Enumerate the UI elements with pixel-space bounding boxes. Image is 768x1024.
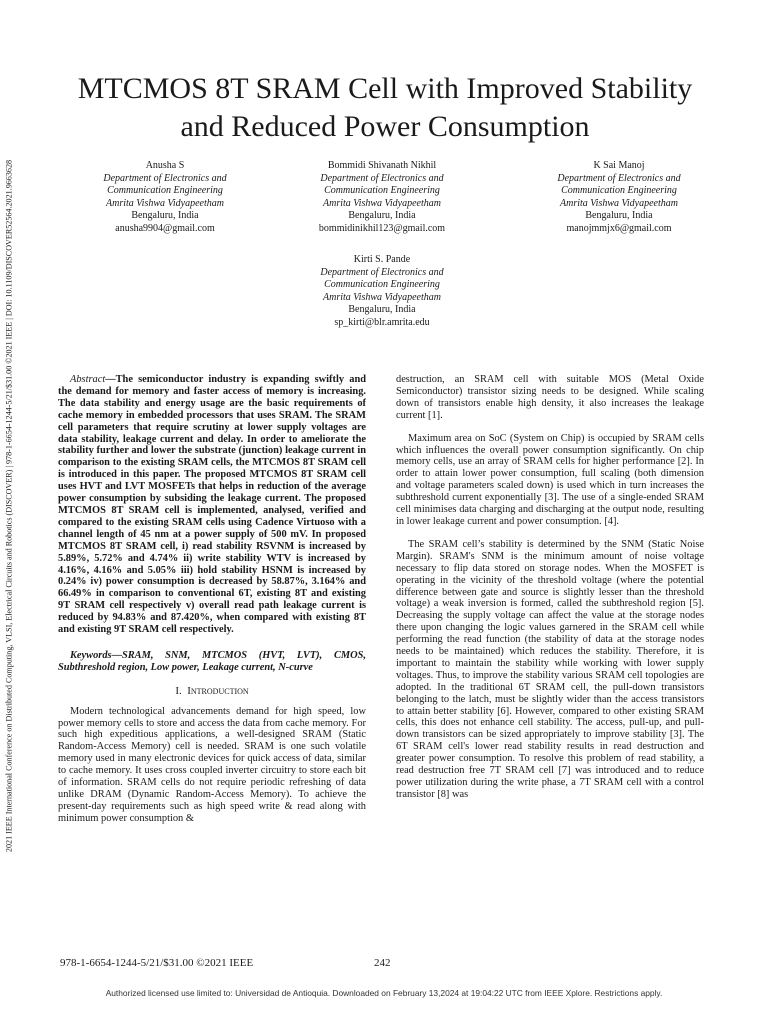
intro-paragraph: Modern technological advancements demand for high speed, low power memory cells to store and access the data from cache memory. For such high expeditious applications, a well-designed SRAM (Static Random-Access Memory) cell is needed. SRAM is one such volatile memory used in many electronic devices for quick access of data, similar to cache memory. It uses cross coupled inverter circuitry to store each bit of information. SRAM cells do not require periodic refreshing of data unlike DRAM (Dynamic Random-Access Memory). To achieve the present-day requirements such as high speed write & read along with minimum power consumption & bbox=[58, 705, 366, 824]
author-email: anusha9904@gmail.com bbox=[115, 222, 215, 234]
section-title: Introduction bbox=[187, 684, 249, 697]
author-name: Bommidi Shivanath Nikhil bbox=[327, 160, 437, 171]
body-paragraph: Maximum area on SoC (System on Chip) is occupied by SRAM cells which influences the overall power consumption significantly. On chip memory cells, use an array of SRAM cells for higher performance [2]. In order to attain lower power consumption, full scaling (both dimension and voltage parameters scaled down) is used which in turn increases the subthreshold current exponentially [3]. The use of a single-ended SRAM cell minimises data charging and discharging at the output node, resulting in lower leakage current and power consumption. [4]. bbox=[396, 432, 704, 527]
author-city: Bengaluru, India bbox=[348, 304, 416, 316]
body-paragraph: The SRAM cell’s stability is determined by the SNM (Static Noise Margin). SRAM's SNM is the minimum amount of noise voltage necessary to flip data stored on storage nodes. When the MOSFET is operating in the vicinity of the threshold voltage (where the potential difference between gate and source is slightly lesser than the threshold voltage) a weak inversion is formed, called the subthreshold region [5]. Decreasing the supply voltage can affect the value at the storage nodes there upon changing the logic values garnered in the SRAM cell while performing the read function (the stability of data at the storage nodes needs to be maintained) which reduces the stability. Therefore, it is important to maintain the stability while working with lower supply voltages. Thus, to improve the stability various SRAM cell topologies are adopted. In the traditional 6T SRAM cell, the pull-down transistors belonging to the latch, must be slightly wider than the access transistors to attain better stability [6]. However, compared to other existing SRAM cells, this does not enhance cell stability. The access, pull-up, and pull-down transistors can be sized appropriately to improve stability [3]. The 6T SRAM cell's lower read stability results in read destruction and greater power consumption. To resolve this problem of read stability, a read destruction free 7T SRAM cell [7] was introduced and to reduce power utilization during the write phase, a 7T SRAM cell with a control transistor [8] was bbox=[396, 538, 704, 800]
author-block-3 bbox=[509, 160, 729, 236]
title-line-1: MTCMOS 8T SRAM Cell with Improved Stability bbox=[77, 72, 693, 105]
side-citation bbox=[2, 64, 16, 948]
side-citation-text: 2021 IEEE International Conference on Distributed Computing, VLSI, Electrical Circuits and Robotics (DISCOVER) | 978-1-6654-1244-5/21/$31.00 ©2021 IEEE | DOI: 10.1109/DISCOVER52564.2021.9663628 bbox=[4, 159, 14, 853]
author-block-4 bbox=[272, 254, 492, 330]
author-dept: Communication Engineering bbox=[107, 185, 223, 197]
right-column bbox=[396, 374, 704, 801]
author-name: Kirti S. Pande bbox=[353, 254, 411, 265]
author-city: Bengaluru, India bbox=[585, 210, 653, 222]
author-dept: Department of Electronics and bbox=[557, 172, 681, 184]
author-dept: Department of Electronics and bbox=[103, 172, 227, 184]
author-institution: Amrita Vishwa Vidyapeetham bbox=[106, 197, 224, 209]
author-institution: Amrita Vishwa Vidyapeetham bbox=[323, 197, 441, 209]
page-number: 242 bbox=[374, 957, 391, 969]
abstract-label: Abstract bbox=[70, 374, 106, 385]
footer-copyright: 978-1-6654-1244-5/21/$31.00 ©2021 IEEE bbox=[60, 957, 254, 969]
author-dept: Department of Electronics and bbox=[320, 172, 444, 184]
author-city: Bengaluru, India bbox=[131, 210, 199, 222]
left-column bbox=[58, 374, 366, 825]
author-dept: Communication Engineering bbox=[324, 185, 440, 197]
abstract bbox=[58, 374, 366, 636]
author-block-1 bbox=[55, 160, 275, 236]
author-dept: Communication Engineering bbox=[324, 279, 440, 291]
author-email: manojmmjx6@gmail.com bbox=[566, 222, 672, 234]
author-dept: Communication Engineering bbox=[561, 185, 677, 197]
keywords: Keywords—SRAM, SNM, MTCMOS (HVT, LVT), CMOS, Subthreshold region, Low power, Leakage current, N-curve bbox=[58, 649, 366, 673]
author-name: Anusha S bbox=[145, 160, 185, 171]
section-heading bbox=[58, 686, 366, 698]
author-name: K Sai Manoj bbox=[593, 160, 645, 171]
author-email: bommidinikhil123@gmail.com bbox=[318, 222, 446, 234]
abstract-text: —The semiconductor industry is expanding swiftly and the demand for memory and faster access of memory is increasing. The data stability and energy usage are the basic requirements of cache memory in embedded processors that uses SRAM. The SRAM cell parameters that require scrutiny at lower supply voltages are data stability, leakage current and delay. In order to ameliorate the stability further and lower the substrate (junction) leakage current in comparison to the existing SRAM cells, the MTCMOS 8T SRAM cell is introduced in this paper. The proposed MTCMOS 8T SRAM cell uses HVT and LVT MOSFETs that helps in reduction of the average power consumption by subsiding the leakage current. The proposed MTCMOS 8T SRAM cell is implemented, analysed, verified and compared to the existing SRAM cells using Cadence Virtuoso with a channel length of 45 nm at a power supply of 500 mV. In proposed MTCMOS 8T SRAM cell, i) read stability RSVNM is increased by 5.89%, 5.72% and 4.74% ii) write stability WTV is increased by 4.16%, 4.16% and 5.05% iii) hold stability HSNM is increased by 0.24% iv) power consumption is decreased by 58.87%, 3.164% and 66.49% in comparison to conventional 6T, existing 8T and existing 9T SRAM cell respectively v) overall read path leakage current is reduced by 94.83% and 87.420%, when compared with existing 8T and existing 9T SRAM cell respectively. bbox=[58, 374, 366, 636]
author-institution: Amrita Vishwa Vidyapeetham bbox=[323, 291, 441, 303]
author-city: Bengaluru, India bbox=[348, 210, 416, 222]
author-email: sp_kirti@blr.amrita.edu bbox=[334, 316, 430, 328]
author-institution: Amrita Vishwa Vidyapeetham bbox=[560, 197, 678, 209]
authorized-notice: Authorized licensed use limited to: Universidad de Antioquia. Downloaded on February 13,2024 at 19:04:22 UTC from IEEE Xplore. Restrictions apply. bbox=[105, 988, 663, 998]
title-line-2: and Reduced Power Consumption bbox=[180, 110, 590, 143]
section-numeral: I. bbox=[175, 684, 182, 697]
author-dept: Department of Electronics and bbox=[320, 266, 444, 278]
paper-title bbox=[40, 70, 730, 146]
author-block-2 bbox=[272, 160, 492, 236]
body-paragraph: destruction, an SRAM cell with suitable MOS (Metal Oxide Semiconductor) transistor sizing needs to be designed. While scaling down of transistors enable high density, it also increases the leakage current [1]. bbox=[396, 374, 704, 421]
